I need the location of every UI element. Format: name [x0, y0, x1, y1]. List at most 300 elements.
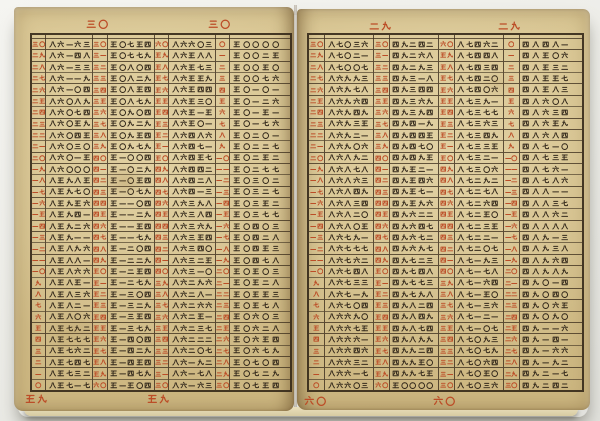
kanji-digit: [49, 381, 56, 390]
kanji-digit: [401, 256, 408, 265]
kanji-digit: [188, 312, 195, 321]
kanji-digit: [401, 63, 408, 72]
minute-cell: [155, 255, 168, 266]
kanji-digit: [542, 51, 549, 60]
kanji-digit: [426, 153, 433, 162]
kanji-digit: [353, 301, 360, 310]
kanji-digit: [317, 63, 324, 71]
kanji-digit: [172, 131, 179, 140]
minutes-column: [155, 35, 169, 390]
kanji-digit: [49, 256, 56, 265]
kanji-digit: [83, 256, 90, 265]
kanji-digit: [508, 40, 515, 48]
kanji-digit: [409, 369, 416, 378]
minute-cell: [374, 73, 389, 84]
kanji-digit: [205, 153, 212, 162]
kanji-digit: [57, 74, 64, 83]
kanji-digit: [127, 165, 134, 174]
kanji-digit: [401, 165, 408, 174]
kanji-digit: [110, 233, 117, 242]
minute-cell: [93, 119, 106, 130]
kanji-digit: [66, 153, 73, 162]
kanji-digit: [162, 199, 169, 207]
kanji-digit: [188, 278, 195, 287]
sine-value-cell: [169, 300, 215, 311]
minute-cell: [309, 368, 324, 379]
page-left: [14, 7, 294, 411]
kanji-digit: [162, 176, 169, 184]
minute-cell: [216, 221, 229, 232]
kanji-digit: [162, 210, 169, 218]
kanji-digit: [243, 165, 250, 174]
kanji-digit: [66, 358, 73, 367]
kanji-digit: [57, 187, 64, 196]
kanji-digit: [532, 199, 539, 208]
kanji-digit: [344, 233, 351, 242]
kanji-digit: [119, 256, 126, 265]
kanji-digit: [272, 301, 279, 310]
kanji-digit: [66, 40, 73, 49]
kanji-digit: [93, 290, 100, 298]
kanji-digit: [328, 335, 335, 344]
kanji-digit: [361, 51, 368, 60]
kanji-digit: [426, 301, 433, 310]
kanji-digit: [272, 312, 279, 321]
kanji-digit: [262, 131, 269, 140]
kanji-digit: [313, 335, 320, 343]
kanji-digit: [243, 346, 250, 355]
kanji-digit: [136, 153, 143, 162]
minute-cell: [309, 289, 324, 300]
kanji-digit: [233, 51, 240, 60]
kanji-digit: [216, 290, 223, 298]
kanji-digit: [552, 301, 559, 310]
sine-values-column: [455, 35, 504, 390]
kanji-digit: [336, 267, 343, 276]
minute-cell: [504, 107, 519, 118]
minute-cell: [374, 39, 389, 50]
kanji-digit: [353, 63, 360, 72]
sine-value-cell: [108, 278, 154, 289]
minutes-column: [374, 35, 390, 390]
kanji-digit: [223, 335, 230, 343]
kanji-digit: [474, 346, 481, 355]
sine-value-cell: [520, 357, 582, 368]
kanji-digit: [474, 335, 481, 344]
kanji-digit: [119, 199, 126, 208]
kanji-digit: [188, 40, 195, 49]
kanji-digit: [418, 267, 425, 276]
kanji-digit: [110, 278, 117, 287]
kanji-digit: [205, 40, 212, 49]
kanji-digit: [466, 244, 473, 253]
minute-cell: [32, 346, 45, 357]
sine-value-cell: [169, 278, 215, 289]
kanji-digit: [483, 324, 490, 333]
kanji-digit: [522, 210, 529, 219]
minute-cell: [374, 50, 389, 61]
kanji-digit: [317, 165, 324, 173]
kanji-digit: [447, 301, 454, 309]
kanji-digit: [119, 369, 126, 378]
kanji-digit: [110, 97, 117, 106]
kanji-digit: [272, 108, 279, 117]
kanji-digit: [252, 199, 259, 208]
kanji-digit: [180, 63, 187, 72]
kanji-digit: [127, 244, 134, 253]
kanji-digit: [392, 244, 399, 253]
minute-cell: [216, 266, 229, 277]
sine-values-column: [46, 35, 93, 390]
kanji-digit: [418, 233, 425, 242]
sine-value-cell: [46, 73, 92, 84]
kanji-digit: [197, 381, 204, 390]
kanji-digit: [39, 176, 46, 184]
kanji-digit: [188, 233, 195, 242]
kanji-digit: [483, 51, 490, 60]
kanji-digit: [144, 369, 151, 378]
minute-cell: [155, 130, 168, 141]
kanji-digit: [466, 278, 473, 287]
kanji-digit: [483, 63, 490, 72]
kanji-digit: [382, 131, 389, 139]
kanji-digit: [505, 245, 512, 253]
kanji-digit: [262, 256, 269, 265]
kanji-digit: [522, 335, 529, 344]
kanji-digit: [110, 210, 117, 219]
minute-cell: [504, 300, 519, 311]
kanji-digit: [542, 210, 549, 219]
kanji-digit: [243, 312, 250, 321]
kanji-digit: [466, 290, 473, 299]
kanji-digit: [162, 222, 169, 230]
kanji-digit: [162, 245, 169, 253]
kanji-digit: [382, 188, 389, 196]
kanji-digit: [483, 222, 490, 231]
minute-cell: [504, 39, 519, 50]
kanji-digit: [233, 324, 240, 333]
kanji-digit: [188, 142, 195, 151]
minute-cell: [439, 289, 454, 300]
kanji-digit: [440, 40, 447, 48]
sine-value-cell: [46, 141, 92, 152]
kanji-digit: [252, 233, 259, 242]
kanji-digit: [66, 74, 73, 83]
minute-cell: [93, 289, 106, 300]
kanji-digit: [491, 142, 498, 151]
kanji-digit: [505, 233, 512, 241]
kanji-digit: [426, 324, 433, 333]
minute-cell: [32, 198, 45, 209]
kanji-digit: [119, 290, 126, 299]
kanji-digit: [83, 312, 90, 321]
minute-cell: [504, 62, 519, 73]
kanji-digit: [310, 142, 317, 150]
sine-value-cell: [520, 175, 582, 186]
kanji-digit: [233, 222, 240, 231]
kanji-digit: [418, 278, 425, 287]
kanji-digit: [440, 370, 447, 378]
kanji-digit: [392, 199, 399, 208]
kanji-digit: [466, 176, 473, 185]
kanji-digit: [552, 74, 559, 83]
kanji-digit: [522, 369, 529, 378]
kanji-digit: [474, 108, 481, 117]
kanji-digit: [216, 381, 223, 389]
kanji-digit: [223, 313, 230, 321]
kanji-digit: [110, 244, 117, 253]
minute-cell: [216, 119, 229, 130]
kanji-digit: [110, 312, 117, 321]
kanji-digit: [409, 278, 416, 287]
kanji-digit: [155, 256, 162, 264]
kanji-digit: [205, 233, 212, 242]
kanji-digit: [233, 131, 240, 140]
kanji-digit: [243, 74, 250, 83]
kanji-digit: [361, 381, 368, 390]
kanji-digit: [457, 358, 464, 367]
kanji-digit: [262, 40, 269, 49]
kanji-digit: [219, 97, 226, 105]
minute-cell: [93, 164, 106, 175]
bottom-degree-label: [25, 393, 48, 405]
kanji-digit: [532, 131, 539, 140]
kanji-digit: [188, 153, 195, 162]
kanji-digit: [426, 131, 433, 140]
kanji-digit: [155, 301, 162, 309]
minute-cell: [93, 323, 106, 334]
kanji-digit: [457, 301, 464, 310]
kanji-digit: [32, 120, 39, 128]
kanji-digit: [409, 346, 416, 355]
kanji-digit: [127, 290, 134, 299]
kanji-digit: [162, 40, 169, 48]
minute-cell: [216, 323, 229, 334]
kanji-digit: [474, 97, 481, 106]
kanji-digit: [336, 358, 343, 367]
kanji-digit: [74, 233, 81, 242]
minute-cell: [439, 232, 454, 243]
kanji-digit: [474, 131, 481, 140]
minute-cell: [374, 175, 389, 186]
kanji-digit: [483, 233, 490, 242]
kanji-digit: [552, 358, 559, 367]
sine-value-cell: [390, 357, 438, 368]
kanji-digit: [491, 40, 498, 49]
kanji-digit: [205, 210, 212, 219]
kanji-digit: [93, 154, 100, 162]
kanji-digit: [361, 290, 368, 299]
kanji-digit: [409, 165, 416, 174]
kanji-digit: [310, 165, 317, 173]
kanji-digit: [392, 256, 399, 265]
sine-value-cell: [108, 312, 154, 323]
minute-cell: [439, 164, 454, 175]
kanji-digit: [336, 278, 343, 287]
kanji-digit: [205, 335, 212, 344]
kanji-digit: [127, 233, 134, 242]
sine-value-cell: [520, 368, 582, 379]
minute-cell: [439, 187, 454, 198]
kanji-digit: [361, 131, 368, 140]
kanji-digit: [353, 51, 360, 60]
kanji-digit: [483, 176, 490, 185]
minute-cell: [216, 209, 229, 220]
kanji-digit: [172, 222, 179, 231]
kanji-digit: [561, 381, 568, 390]
kanji-digit: [409, 176, 416, 185]
kanji-digit: [336, 85, 343, 94]
kanji-digit: [93, 335, 100, 343]
sine-value-cell: [169, 232, 215, 243]
kanji-digit: [223, 301, 230, 309]
kanji-digit: [243, 290, 250, 299]
kanji-digit: [310, 267, 317, 275]
sine-value-cell: [520, 255, 582, 266]
kanji-digit: [119, 176, 126, 185]
minute-cell: [309, 119, 324, 130]
kanji-digit: [127, 131, 134, 140]
kanji-digit: [100, 131, 107, 139]
sine-value-cell: [108, 39, 154, 50]
kanji-digit: [440, 335, 447, 343]
kanji-digit: [180, 165, 187, 174]
kanji-digit: [74, 278, 81, 287]
kanji-digit: [272, 51, 279, 60]
kanji-digit: [447, 370, 454, 378]
sine-value-cell: [455, 334, 503, 345]
sine-value-cell: [230, 346, 290, 357]
sine-value-cell: [108, 380, 154, 390]
sine-value-cell: [169, 312, 215, 323]
sine-value-cell: [108, 175, 154, 186]
kanji-digit: [511, 290, 518, 298]
kanji-digit: [272, 40, 279, 49]
kanji-digit: [49, 278, 56, 287]
kanji-digit: [110, 324, 117, 333]
kanji-digit: [542, 369, 549, 378]
sine-value-cell: [455, 73, 503, 84]
kanji-digit: [233, 142, 240, 151]
kanji-digit: [180, 290, 187, 299]
kanji-digit: [188, 381, 195, 390]
kanji-digit: [505, 370, 512, 378]
kanji-digit: [144, 324, 151, 333]
kanji-digit: [188, 256, 195, 265]
kanji-digit: [361, 222, 368, 231]
kanji-digit: [522, 142, 529, 151]
kanji-digit: [262, 335, 269, 344]
kanji-digit: [466, 63, 473, 72]
kanji-digit: [136, 142, 143, 151]
kanji-digit: [491, 267, 498, 276]
kanji-digit: [328, 85, 335, 94]
minute-cell: [374, 187, 389, 198]
minute-cell: [504, 175, 519, 186]
kanji-digit: [440, 120, 447, 128]
kanji-digit: [447, 188, 454, 196]
kanji-digit: [205, 51, 212, 60]
kanji-digit: [440, 63, 447, 71]
kanji-digit: [426, 244, 433, 253]
kanji-digit: [180, 233, 187, 242]
kanji-digit: [418, 381, 425, 390]
kanji-digit: [155, 63, 162, 71]
kanji-digit: [110, 381, 117, 390]
kanji-digit: [57, 222, 64, 231]
kanji-digit: [39, 210, 46, 218]
minute-cell: [93, 334, 106, 345]
kanji-digit: [83, 369, 90, 378]
kanji-digit: [361, 301, 368, 310]
kanji-digit: [119, 210, 126, 219]
minute-cell: [216, 380, 229, 390]
kanji-digit: [272, 290, 279, 299]
kanji-digit: [155, 86, 162, 94]
kanji-digit: [483, 301, 490, 310]
kanji-digit: [418, 335, 425, 344]
kanji-digit: [155, 97, 162, 105]
kanji-digit: [110, 358, 117, 367]
kanji-digit: [243, 199, 250, 208]
minute-cell: [216, 289, 229, 300]
sine-value-cell: [230, 164, 290, 175]
kanji-digit: [375, 245, 382, 253]
kanji-digit: [552, 131, 559, 140]
kanji-digit: [418, 199, 425, 208]
kanji-digit: [127, 267, 134, 276]
kanji-digit: [401, 51, 408, 60]
kanji-digit: [216, 313, 223, 321]
kanji-digit: [344, 85, 351, 94]
kanji-digit: [353, 187, 360, 196]
sine-value-cell: [230, 84, 290, 95]
kanji-digit: [353, 222, 360, 231]
kanji-digit: [392, 312, 399, 321]
sine-value-cell: [455, 323, 503, 334]
kanji-digit: [440, 233, 447, 241]
kanji-digit: [205, 176, 212, 185]
sine-value-cell: [520, 107, 582, 118]
kanji-digit: [49, 358, 56, 367]
kanji-digit: [252, 335, 259, 344]
kanji-digit: [100, 290, 107, 298]
sine-value-cell: [169, 96, 215, 107]
kanji-digit: [409, 74, 416, 83]
kanji-digit: [35, 381, 42, 389]
kanji-digit: [32, 222, 39, 230]
kanji-digit: [328, 131, 335, 140]
kanji-digit: [155, 51, 162, 59]
sine-value-cell: [390, 300, 438, 311]
kanji-digit: [180, 119, 187, 128]
kanji-digit: [336, 108, 343, 117]
kanji-digit: [375, 51, 382, 59]
kanji-digit: [233, 97, 240, 106]
sine-value-cell: [108, 255, 154, 266]
kanji-digit: [233, 187, 240, 196]
minute-cell: [439, 39, 454, 50]
kanji-digit: [552, 335, 559, 344]
kanji-digit: [418, 40, 425, 49]
kanji-digit: [155, 222, 162, 230]
kanji-digit: [119, 142, 126, 151]
kanji-digit: [511, 176, 518, 184]
kanji-digit: [375, 222, 382, 230]
kanji-digit: [243, 278, 250, 287]
sine-value-cell: [230, 141, 290, 152]
kanji-digit: [561, 199, 568, 208]
